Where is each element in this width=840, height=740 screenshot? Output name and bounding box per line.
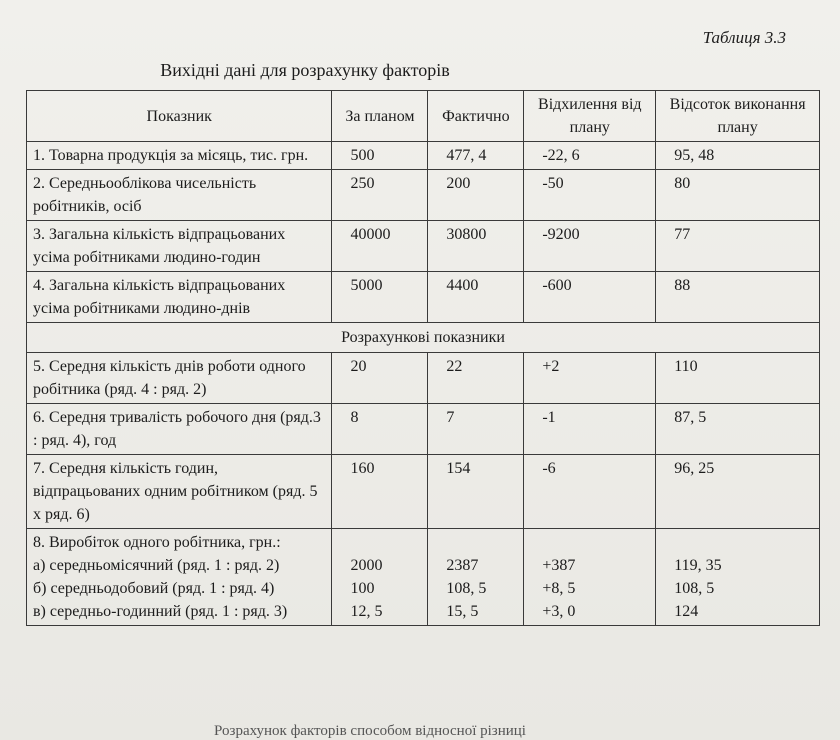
output-percent-monthly: 119, 35 <box>674 557 722 574</box>
output-percent-hourly: 124 <box>674 603 699 620</box>
actual-value <box>428 529 524 626</box>
output-deviation-monthly: +387 <box>542 557 576 574</box>
plan-value: 160 <box>332 455 428 529</box>
plan-value: 20 <box>332 353 428 404</box>
plan-value: 250 <box>332 170 428 221</box>
actual-value: 200 <box>428 170 524 221</box>
percent-value: 110 <box>656 353 820 404</box>
actual-value: 22 <box>428 353 524 404</box>
actual-value: 477, 4 <box>428 142 524 170</box>
row-label: 4. Загальна кількість відпрацьованих усіма робітниками людино-днів <box>27 272 332 323</box>
output-label-hourly: в) середньо-годинний (ряд. 1 : ряд. 3) <box>33 603 288 620</box>
output-label-monthly: а) середньомісячний (ряд. 1 : ряд. 2) <box>33 557 280 574</box>
actual-value: 7 <box>428 404 524 455</box>
plan-value <box>332 529 428 626</box>
percent-value: 88 <box>656 272 820 323</box>
output-percent-daily: 108, 5 <box>674 580 715 597</box>
table-row <box>27 272 820 323</box>
deviation-value <box>524 529 656 626</box>
output-group-row <box>27 529 820 626</box>
table-row <box>27 353 820 404</box>
plan-value: 500 <box>332 142 428 170</box>
factors-table <box>26 90 820 626</box>
next-section-heading: Розрахунок факторів способом відносної різниці <box>214 723 526 739</box>
header-deviation: Відхилення від плану <box>524 91 656 142</box>
row-label: 7. Середня кількість годин, відпрацьованих одним робітником (ряд. 5 х ряд. 6) <box>27 455 332 529</box>
deviation-value: -600 <box>524 272 656 323</box>
row-label: 6. Середня тривалість робочого дня (ряд.3 : ряд. 4), год <box>27 404 332 455</box>
deviation-value: -22, 6 <box>524 142 656 170</box>
output-deviation-hourly: +3, 0 <box>542 603 576 620</box>
header-row <box>27 91 820 142</box>
percent-value: 80 <box>656 170 820 221</box>
deviation-value: -9200 <box>524 221 656 272</box>
output-deviation-daily: +8, 5 <box>542 580 576 597</box>
table-number: Таблиця 3.3 <box>702 28 786 47</box>
row-label: 3. Загальна кількість відпрацьованих усіма робітниками людино-годин <box>27 221 332 272</box>
table-row <box>27 455 820 529</box>
deviation-value: -50 <box>524 170 656 221</box>
output-group-title: 8. Виробіток одного робітника, грн.: <box>33 534 281 551</box>
output-actual-monthly: 2387 <box>446 557 479 574</box>
actual-value: 4400 <box>428 272 524 323</box>
header-percent: Відсоток виконання плану <box>656 91 820 142</box>
percent-value <box>656 529 820 626</box>
output-label-daily: б) середньодобовий (ряд. 1 : ряд. 4) <box>33 580 275 597</box>
table-row <box>27 221 820 272</box>
output-plan-daily: 100 <box>350 580 375 597</box>
row-label: 5. Середня кількість днів роботи одного робітника (ряд. 4 : ряд. 2) <box>27 353 332 404</box>
output-plan-hourly: 12, 5 <box>350 603 383 620</box>
deviation-value: +2 <box>524 353 656 404</box>
table-caption: Вихідні дані для розрахунку факторів <box>160 60 450 80</box>
output-actual-hourly: 15, 5 <box>446 603 479 620</box>
header-plan: За планом <box>332 91 428 142</box>
percent-value: 77 <box>656 221 820 272</box>
header-indicator: Показник <box>27 91 332 142</box>
header-actual: Фактично <box>428 91 524 142</box>
percent-value: 95, 48 <box>656 142 820 170</box>
actual-value: 154 <box>428 455 524 529</box>
section-row <box>27 323 820 353</box>
output-actual-daily: 108, 5 <box>446 580 487 597</box>
section-label: Розрахункові показники <box>27 323 820 353</box>
row-label: 2. Середньооблікова чисельність робітників, осіб <box>27 170 332 221</box>
output-plan-monthly: 2000 <box>350 557 383 574</box>
row-label <box>27 529 332 626</box>
actual-value: 30800 <box>428 221 524 272</box>
plan-value: 8 <box>332 404 428 455</box>
plan-value: 40000 <box>332 221 428 272</box>
percent-value: 87, 5 <box>656 404 820 455</box>
deviation-value: -1 <box>524 404 656 455</box>
deviation-value: -6 <box>524 455 656 529</box>
plan-value: 5000 <box>332 272 428 323</box>
table-row <box>27 170 820 221</box>
table-row <box>27 404 820 455</box>
percent-value: 96, 25 <box>656 455 820 529</box>
table-row <box>27 142 820 170</box>
row-label: 1. Товарна продукція за місяць, тис. грн. <box>27 142 332 170</box>
